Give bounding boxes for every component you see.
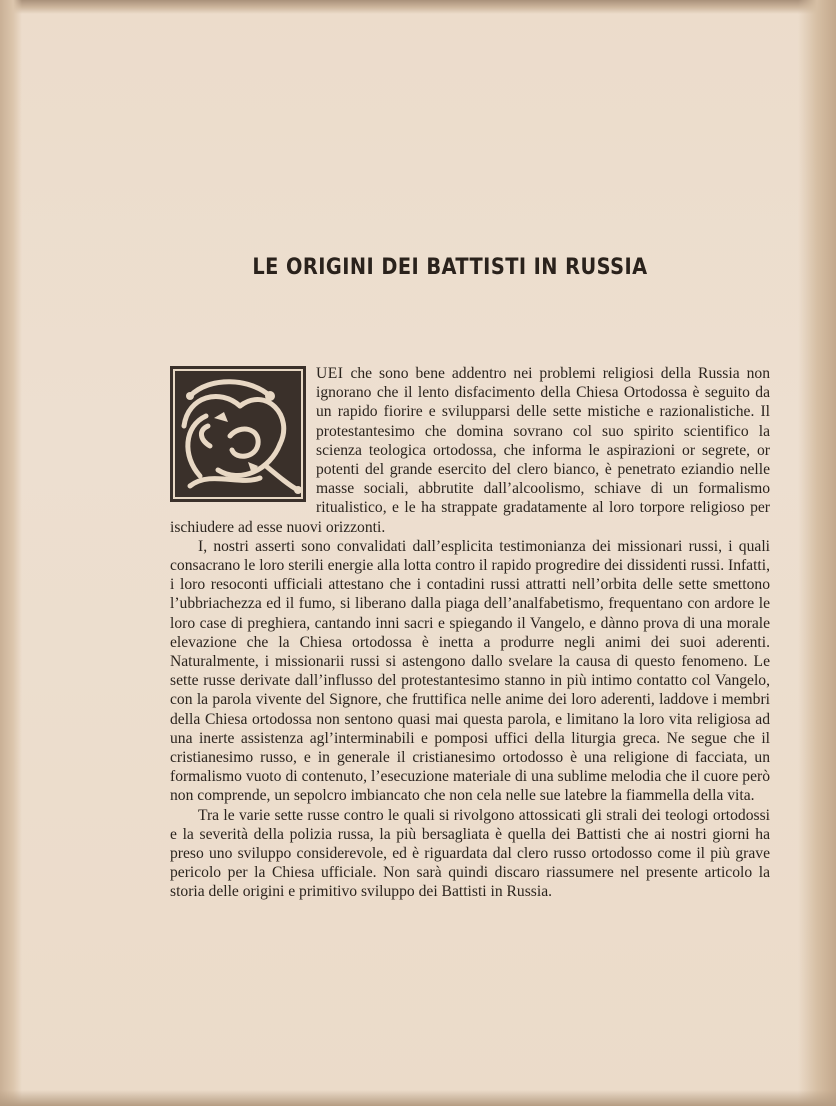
paragraph-1	[170, 364, 770, 537]
page-edge-left	[0, 0, 22, 1106]
paragraph-3: Tra le varie sette russe contro le quali si rivolgono attossicati gli strali dei teologi ortodossi e la severità della polizia russa, la più bersagliata è quella dei Battisti che ai nostri giorni ha preso uno sviluppo considerevole, ed è riguardata dal clero russo ortodosso come il più grave pericolo per la Chiesa ufficiale. Non sarà quindi discaro riassumere nel presente articolo la storia delle origini e primitivo sviluppo dei Battisti in Russia.	[170, 806, 770, 901]
first-word-rest: UEI	[316, 365, 344, 382]
paragraph-2: I, nostri asserti sono convalidati dall’esplicita testimonianza dei missionari russi, i quali consacrano le loro sterili energie alla lotta contro il rapido progredire dei dissidenti russi. Infatti, i loro resoconti ufficiali attestano che i contadini russi attratti nell’orbita delle sette smettono l’ubbriachezza ed il fumo, si liberano dalla piaga dell’analfabetismo, frequentano con ardore le loro case di preghiera, cantando inni sacri e spiegando il Vangelo, e dànno prova di una morale elevazione che la Chiesa ortodossa è inetta a produrre negli animi dei suoi aderenti. Naturalmente, i missionarii russi si astengono dallo svelare la causa di questo fenomeno. Le sette russe derivate dall’influsso del protestantesimo stanno in più intimo contatto col Vangelo, con la parola vivente del Signore, che fruttifica nelle anime dei loro aderenti, laddove i membri della Chiesa ortodossa non sentono quasi mai questa parola, e limitano la loro vita religiosa ad una inerte assistenza agl’interminabili e pomposi uffici della liturgia greca. Ne segue che il cristianesimo russo, e in generale il cristianesimo ortodosso è una religione di facciata, un formalismo vuoto di contenuto, l’esecuzione materiale di una sublime melodia che il cuore però non comprende, un sepolcro imbiancato che non cela nelle sue latebre la fiammella della vita.	[170, 537, 770, 805]
article-body	[170, 364, 770, 902]
article-title-wrap	[54, 255, 836, 280]
paragraph-1-text: che sono bene addentro nei problemi religiosi della Russia non ignorano che il lento disfacimento della Chiesa Ortodossa è seguito da un rapido fiorire e svilupparsi delle sette mistiche e razionalistiche. Il protestantesimo che domina sovrano col suo spirito scientifico la scienza teologica ortodossa, che informa le aspirazioni or segrete, or potenti del grande esercito del clero bianco, è penetrato eziandio nelle masse sociali, abbrutite dall’alcoolismo, schiave di un formalismo ritualistico, e le ha strappate gradatamente al loro torpore religioso per ischiudere ad esse nuovi orizzonti.	[170, 365, 770, 536]
dropcap-ornament-icon	[170, 366, 306, 502]
article-title: LE ORIGINI DEI BATTISTI IN RUSSIA	[252, 255, 648, 280]
page-edge-bottom	[0, 1090, 836, 1106]
page-edge-top	[0, 0, 836, 14]
ornamental-dropcap-q-icon	[170, 366, 306, 502]
page-edge-right	[798, 0, 836, 1106]
